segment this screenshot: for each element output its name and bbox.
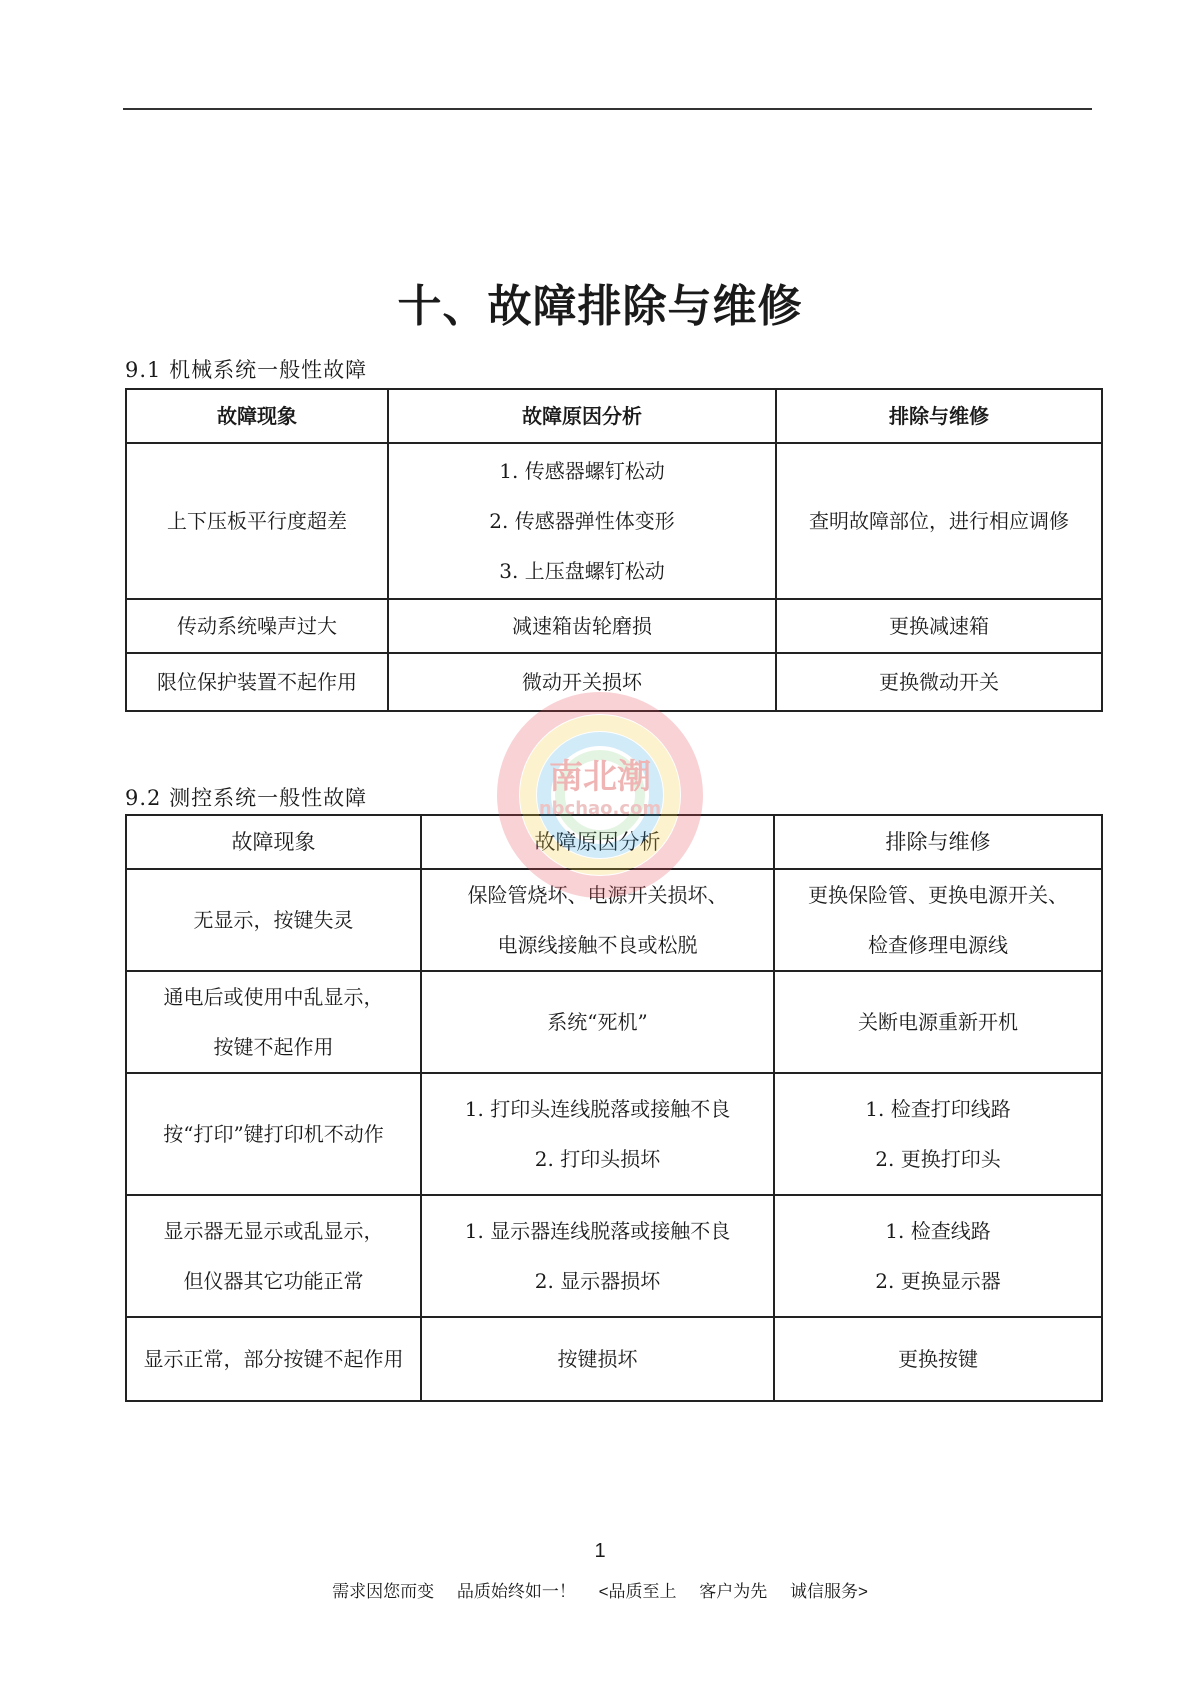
page-title: 十、故障排除与维修 — [397, 281, 803, 332]
cell-cause — [388, 653, 776, 711]
cell-text: 显示器无显示或乱显示， — [163, 1219, 384, 1243]
cell-text: 检查修理电源线 — [868, 933, 1008, 957]
cell-fix — [776, 653, 1102, 711]
cell-fix — [776, 599, 1102, 653]
cell-cause — [421, 1073, 774, 1195]
cell-cause — [421, 1195, 774, 1317]
cell-text: 上下压板平行度超差 — [167, 509, 347, 533]
cell-text: 系统“死机” — [547, 1010, 648, 1034]
table-row — [126, 443, 1102, 599]
header-cause: 故障原因分析 — [388, 389, 776, 443]
cell-symptom — [126, 1195, 421, 1317]
cell-text: 保险管烧坏、电源开关损坏、 — [467, 883, 728, 907]
cell-text: 2. 显示器损坏 — [534, 1269, 661, 1293]
cell-text: 无显示，按键失灵 — [193, 908, 354, 932]
cell-text: 按“打印”键打印机不动作 — [163, 1122, 384, 1146]
header-cause: 故障原因分析 — [421, 815, 774, 869]
cell-cause — [421, 971, 774, 1073]
table-row — [126, 653, 1102, 711]
cell-text: 减速箱齿轮磨损 — [512, 614, 652, 638]
cell-text: 2. 打印头损坏 — [534, 1147, 661, 1171]
footer-item: 诚信服务> — [789, 1582, 868, 1601]
cell-text: 但仪器其它功能正常 — [183, 1269, 364, 1293]
table-header-row — [126, 815, 1102, 869]
cell-symptom — [126, 971, 421, 1073]
cell-symptom — [126, 443, 388, 599]
cell-text: 通电后或使用中乱显示， — [163, 985, 384, 1009]
watermark-text-en: nbchao.com — [538, 798, 662, 819]
cell-text: 微动开关损坏 — [522, 670, 642, 694]
section-2-heading: 9.2 测控系统一般性故障 — [125, 786, 368, 810]
cell-symptom — [126, 599, 388, 653]
cell-cause — [388, 599, 776, 653]
cell-fix — [774, 869, 1102, 971]
section-1-heading: 9.1 机械系统一般性故障 — [125, 358, 368, 382]
cell-text: 更换按键 — [898, 1347, 978, 1371]
header-fix: 排除与维修 — [774, 815, 1102, 869]
cell-text: 2. 更换显示器 — [875, 1269, 1001, 1293]
cell-text: 1. 检查打印线路 — [865, 1097, 1011, 1121]
cell-fix — [774, 1073, 1102, 1195]
header-symptom: 故障现象 — [126, 389, 388, 443]
header-rule — [123, 108, 1092, 110]
cell-text: 显示正常，部分按键不起作用 — [143, 1347, 404, 1371]
control-fault-table — [125, 814, 1103, 1402]
cell-symptom — [126, 869, 421, 971]
table-row — [126, 1195, 1102, 1317]
cell-text: 2. 传感器弹性体变形 — [489, 509, 675, 533]
cell-text: 关断电源重新开机 — [858, 1010, 1018, 1034]
cell-text: 按键不起作用 — [213, 1035, 334, 1059]
table-header-row — [126, 389, 1102, 443]
table-row — [126, 1317, 1102, 1401]
watermark-text-cn: 南北潮 — [549, 757, 651, 797]
table-row — [126, 599, 1102, 653]
cell-fix — [774, 1195, 1102, 1317]
cell-symptom — [126, 1317, 421, 1401]
mechanical-fault-table — [125, 388, 1103, 712]
cell-text: 2. 更换打印头 — [875, 1147, 1001, 1171]
cell-text: 更换减速箱 — [889, 614, 989, 638]
cell-text: 按键损坏 — [557, 1347, 638, 1371]
cell-text: 传动系统噪声过大 — [177, 614, 337, 638]
cell-symptom — [126, 653, 388, 711]
cell-fix — [774, 971, 1102, 1073]
page-number: 1 — [594, 1540, 606, 1562]
table-row — [126, 971, 1102, 1073]
table-row — [126, 869, 1102, 971]
cell-fix — [776, 443, 1102, 599]
cell-text: 1. 打印头连线脱落或接触不良 — [464, 1097, 731, 1121]
cell-text: 3. 上压盘螺钉松动 — [499, 559, 665, 583]
cell-text: 1. 显示器连线脱落或接触不良 — [464, 1219, 731, 1243]
cell-cause — [388, 443, 776, 599]
cell-text: 更换保险管、更换电源开关、 — [808, 883, 1068, 907]
footer-item: 品质始终如一！ — [456, 1582, 576, 1601]
cell-text: 1. 检查线路 — [885, 1219, 991, 1243]
table-row — [126, 1073, 1102, 1195]
cell-text: 更换微动开关 — [879, 670, 999, 694]
cell-text: 查明故障部位，进行相应调修 — [809, 509, 1069, 533]
header-symptom: 故障现象 — [126, 815, 421, 869]
cell-fix — [774, 1317, 1102, 1401]
footer-item: 客户为先 — [699, 1582, 768, 1601]
cell-text: 电源线接触不良或松脱 — [497, 933, 698, 957]
cell-symptom — [126, 1073, 421, 1195]
cell-cause — [421, 1317, 774, 1401]
footer-item: <品质至上 — [598, 1582, 677, 1601]
cell-text: 1. 传感器螺钉松动 — [499, 459, 665, 483]
header-fix: 排除与维修 — [776, 389, 1102, 443]
cell-text: 限位保护装置不起作用 — [157, 670, 357, 694]
cell-cause — [421, 869, 774, 971]
footer-slogan — [0, 1577, 1200, 1602]
footer-item: 需求因您而变 — [332, 1582, 435, 1601]
